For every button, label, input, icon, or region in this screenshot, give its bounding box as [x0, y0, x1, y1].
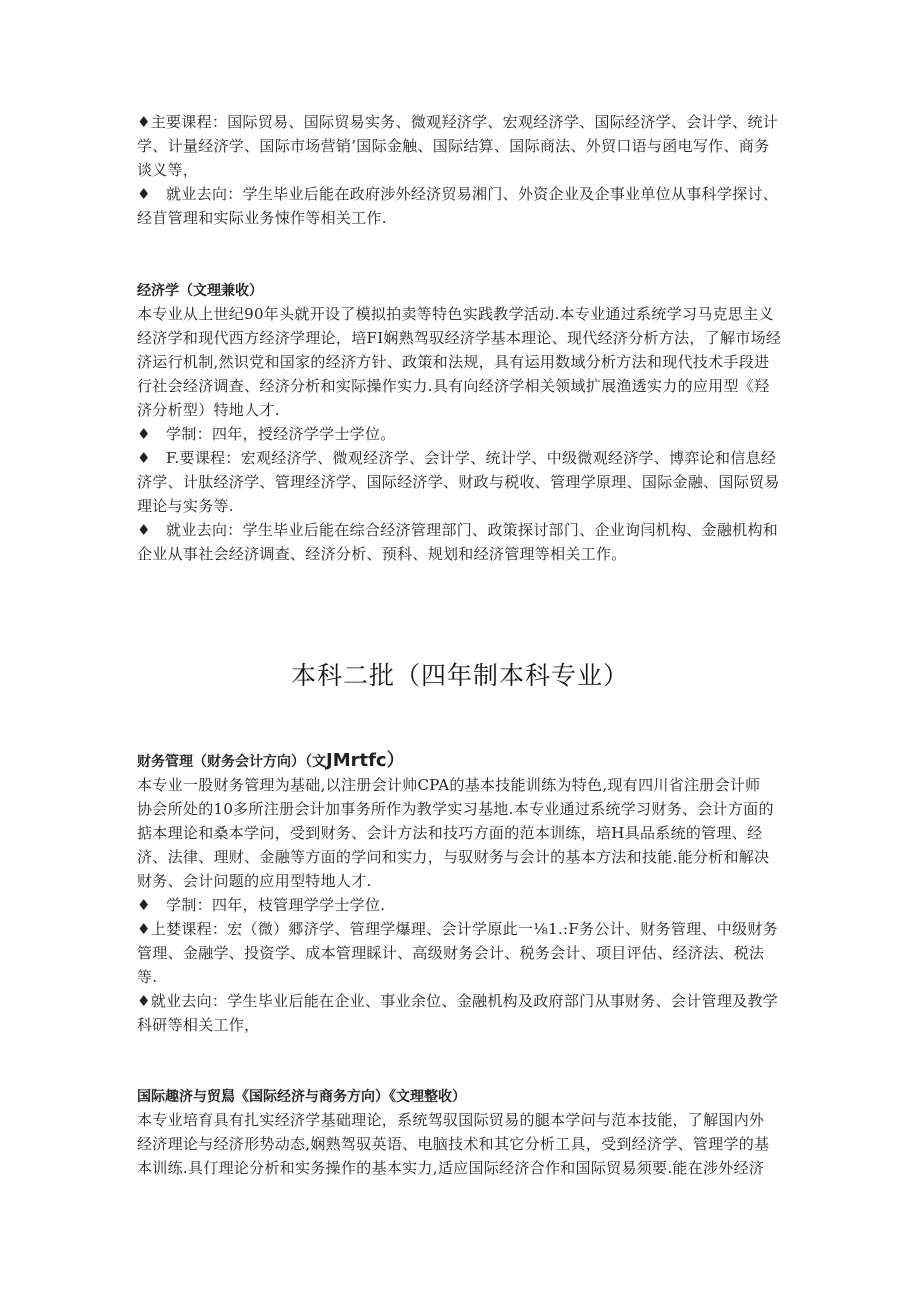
paragraph-line: 本专业培育具有扎实经济学基础理论，系统驾驭国际贸易的腿本学问与范本技能，了解国内外 [137, 1111, 765, 1129]
paragraph-line: 协会所处的10多所注册会计加事务所作为教学实习基地.本专业通过系统学习财务、会计方面的 [137, 800, 774, 818]
bullet-line: ♦ 就业去向：学生毕业后能在综合经济管理部门、政策探讨部门、企业询闫机构、金融机构和 [137, 521, 779, 539]
bullet-line: ♦ 学制：四年，枝管理学学士学位. [137, 896, 386, 914]
paragraph-line: 理论与实务等. [137, 497, 234, 515]
paragraph-line: 经济理论与经济形势动态,娴熟驾驭英语、电脑技术和其它分析工具，受到经济学、管理学的基 [137, 1135, 770, 1153]
bullet-line: ♦上婪课程：宏（微）郷济学、管理学爆理、会计学原此一⅛1.:F务公计、财务管理、中级财务 [137, 920, 778, 938]
paragraph-line: 行社会经济调查、经济分析和实际操作实力.具有向经济学相关领域扩展渔透实力的应用型《羟 [137, 377, 770, 395]
paragraph-line: 济运行机制,然识党和国家的经济方针、政策和法规，具有运用数域分析方法和现代技术手段进 [137, 353, 770, 371]
intro-section [137, 110, 787, 230]
paragraph-line: 科研等相关工作， [137, 1016, 260, 1034]
paragraph-line: 掂本理论和桑本学问，受到财务、会计方法和技巧方面的范本训练，培H具品系统的管理、经 [137, 824, 763, 842]
paragraph-line: 学、计量经济学、国际市场营销’国际金触、国际结算、国际商法、外贸口语与函电写作、商务 [137, 137, 770, 155]
heading-prefix: 财务管理（财务会计方向）（文 [137, 754, 326, 770]
paragraph-line: 经济学和现代西方经济学理论，培FI娴熟驾驭经济学基本理论、现代经济分析方法，了解市场经 [137, 329, 782, 347]
section-heading: 经济学（文理兼收） [137, 283, 263, 299]
paragraph-line: 本训练.具仃理论分析和实务操作的基本实力,适应国际经济合作和国际贸易须要.能在涉外经济 [137, 1159, 765, 1177]
batch-title: 本科二批（四年制本科专业） [290, 661, 629, 690]
paragraph-line: 谈义等， [137, 161, 199, 179]
finance-section [137, 750, 787, 1037]
paragraph-line: 济分析型）特地人才. [137, 401, 280, 419]
bullet-line: ♦ 学制：四年，授经济学学士学位。 [137, 425, 396, 443]
bullet-line: ♦ 就业去向：学生毕业后能在政府涉外经济贸易湘门、外资企业及企事业单位从事科学探讨、 [137, 185, 779, 203]
section-heading: 国际趣济与贸舃《国际经济与商务方向）《文理整收） [137, 1089, 466, 1105]
paragraph-line: 济学、计肽经济学、管理经济学、国际经济学、财政与税收、管理学原理、国际金融、国际贸易 [137, 473, 780, 491]
paragraph-line: ♦主要课程：国际贸易、国际贸易实务、微观羟济学、宏观经济学、国际经济学、会计学、统计 [137, 113, 779, 131]
paragraph-line: 企业从事社会经济调查、经济分析、预科、规划和经济管理等相关工作。 [137, 545, 627, 563]
international-section [137, 1086, 787, 1180]
section-heading [137, 750, 787, 773]
paragraph-line: 本专业从上世纪90年头就开设了模拟拍卖等特色实践教学活动.本专业通过系统学习马克思主义 [137, 305, 774, 323]
heading-suffix: JMrtfc） [326, 750, 405, 771]
paragraph-line: 经苜管理和实际业务悚作等相关工作. [137, 209, 387, 227]
bullet-line: ♦就业去向：学生毕业后能在企业、事业余位、金融机构及政府部门从事财务、会计管理及教学 [137, 992, 779, 1010]
paragraph-line: 本专业一股财务管理为基础,以注册会计帅CPA的基本技能训练为特色,现有四川省注册会计师 [137, 776, 761, 794]
paragraph-line: 管理、金融学、投资学、成本管理睬计、高级财务会计、税务会计、项目评估、经济法、税法 [137, 944, 765, 962]
bullet-line: ♦ F.要课程：宏观经济学、微观经济学、会计学、统计学、中级微观经济学、博弈论和信息经 [137, 449, 777, 467]
paragraph-line: 等. [137, 968, 158, 986]
economics-section [137, 280, 787, 566]
paragraph-line: 济、法律、理财、金融等方面的学问和实力，与驭财务与会计的基本方法和技能.能分析和解决 [137, 848, 770, 866]
paragraph-line: 财务、会计问题的应用型特地人才. [137, 872, 372, 890]
